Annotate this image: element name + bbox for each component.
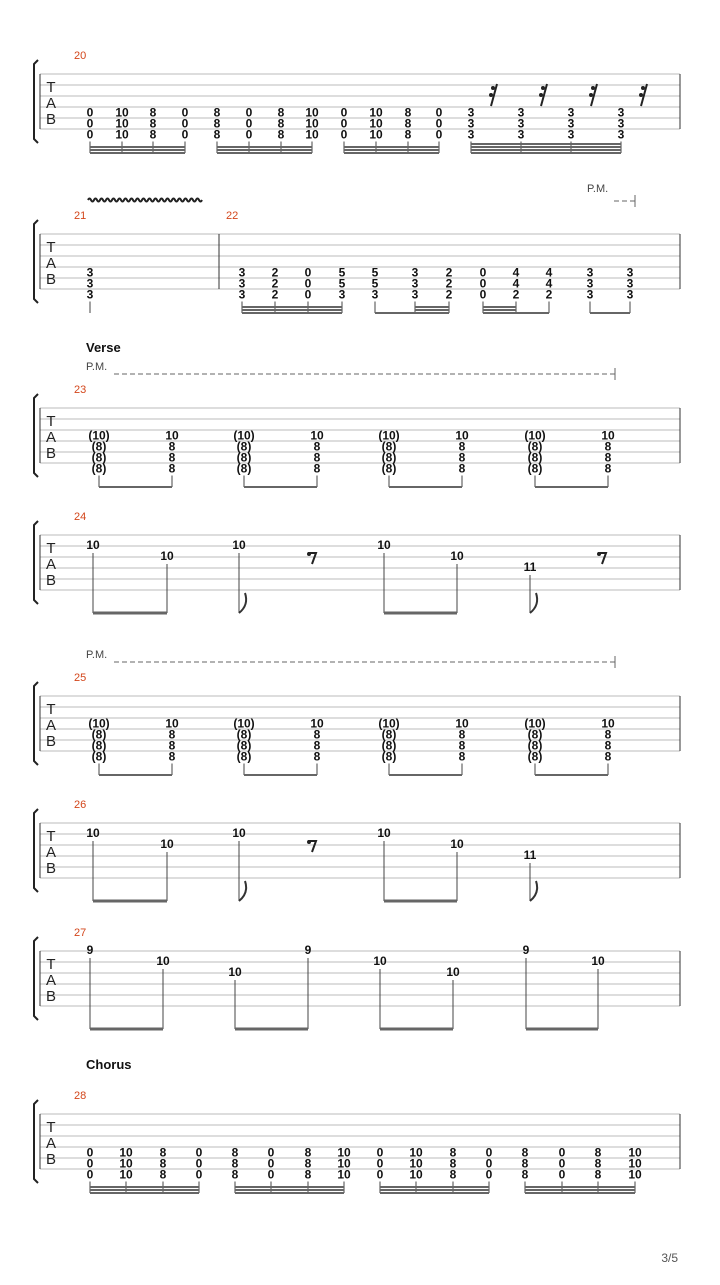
fret-number: 8 — [231, 1145, 239, 1160]
fret-number: 0 — [245, 105, 253, 120]
fret-number: 8 — [594, 1156, 602, 1171]
fret-number: 5 — [338, 276, 346, 291]
fret-number: 8 — [159, 1167, 167, 1182]
fret-number: 10 — [628, 1167, 642, 1182]
fret-number: 2 — [445, 287, 453, 302]
fret-number: 0 — [245, 127, 253, 142]
fret-number: 8 — [277, 127, 285, 142]
fret-number: 10 — [337, 1156, 351, 1171]
fret-number: 3 — [238, 287, 246, 302]
fret-number: 3 — [467, 116, 475, 131]
fret-number: (8) — [91, 738, 107, 753]
sixteenth-rest-dot — [539, 93, 543, 97]
fret-number: (8) — [91, 749, 107, 764]
fret-number: 3 — [86, 276, 94, 291]
fret-number: 0 — [245, 116, 253, 131]
fret-number: 8 — [313, 738, 321, 753]
fret-number: 3 — [626, 287, 634, 302]
fret-number: 10 — [455, 428, 469, 443]
fret-number: 0 — [435, 116, 443, 131]
fret-number: (8) — [381, 727, 397, 742]
staff-bracket — [34, 682, 38, 765]
text-layer — [46, 50, 642, 1182]
fret-number: 3 — [86, 287, 94, 302]
fret-number: 10 — [377, 826, 391, 840]
fret-number: 2 — [271, 287, 279, 302]
fret-number: (8) — [381, 749, 397, 764]
fret-number: (8) — [381, 461, 397, 476]
fret-number: 10 — [369, 105, 383, 120]
fret-number: (10) — [88, 428, 110, 443]
fret-number: 8 — [149, 116, 157, 131]
fret-number: 8 — [277, 105, 285, 120]
fret-number: 9 — [86, 943, 94, 957]
tab-clef-letter: A — [45, 972, 57, 989]
measure-number: 26 — [74, 799, 87, 811]
fret-number: 3 — [238, 265, 246, 280]
fret-number: 8 — [277, 116, 285, 131]
fret-number: 10 — [377, 538, 391, 552]
fret-number: 0 — [376, 1145, 384, 1160]
fret-number: (10) — [233, 428, 255, 443]
tab-clef-letter: A — [45, 429, 57, 446]
palm-mute-label: P.M. — [86, 361, 108, 373]
fret-number: 10 — [369, 116, 383, 131]
fret-number: 0 — [558, 1156, 566, 1171]
fret-number: 3 — [567, 127, 575, 142]
fret-number: 5 — [371, 265, 379, 280]
fret-number: (8) — [527, 738, 543, 753]
fret-number: (8) — [381, 450, 397, 465]
fret-number: 0 — [267, 1167, 275, 1182]
fret-number: 8 — [604, 450, 612, 465]
fret-number: 8 — [594, 1145, 602, 1160]
eighth-flag — [239, 593, 246, 613]
tab-clef-letter: T — [46, 79, 56, 96]
fret-number: (8) — [381, 738, 397, 753]
sixteenth-rest-dot — [639, 93, 643, 97]
fret-number: 10 — [119, 1167, 133, 1182]
fret-number: (8) — [91, 461, 107, 476]
fret-number: 8 — [458, 461, 466, 476]
fret-number: 10 — [165, 428, 179, 443]
fret-number: 8 — [213, 127, 221, 142]
fret-number: 3 — [517, 116, 525, 131]
fret-number: 0 — [485, 1156, 493, 1171]
fret-number: 0 — [86, 1145, 94, 1160]
fret-number: 8 — [458, 749, 466, 764]
fret-number: 10 — [310, 428, 324, 443]
fret-number: 8 — [231, 1156, 239, 1171]
fret-number: 2 — [445, 265, 453, 280]
tab-clef-letter: T — [46, 701, 56, 718]
fret-number: 10 — [628, 1145, 642, 1160]
section-title: Verse — [86, 340, 121, 355]
fret-number: 0 — [195, 1156, 203, 1171]
fret-number: 10 — [115, 116, 129, 131]
fret-number: 10 — [119, 1145, 133, 1160]
fret-number: 8 — [604, 738, 612, 753]
fret-number: 8 — [304, 1145, 312, 1160]
fret-number: 3 — [567, 105, 575, 120]
fret-number: 9 — [304, 943, 312, 957]
fret-number: 0 — [181, 116, 189, 131]
fret-number: (8) — [236, 439, 252, 454]
fret-number: 8 — [458, 727, 466, 742]
staff-bracket — [34, 809, 38, 892]
fret-number: (10) — [233, 716, 255, 731]
fret-number: 8 — [594, 1167, 602, 1182]
eighth-rest-dot — [597, 552, 601, 556]
fret-number: 0 — [86, 105, 94, 120]
fret-number: (8) — [236, 749, 252, 764]
fret-number: 0 — [340, 127, 348, 142]
fret-number: 10 — [450, 837, 464, 851]
fret-number: 11 — [523, 560, 537, 574]
tab-clef-letter: B — [45, 271, 57, 288]
fret-number: 3 — [467, 105, 475, 120]
fret-number: 0 — [485, 1167, 493, 1182]
fret-number: 10 — [305, 105, 319, 120]
fret-number: (8) — [236, 727, 252, 742]
fret-number: 8 — [168, 461, 176, 476]
fret-number: 10 — [115, 127, 129, 142]
fret-number: 2 — [271, 276, 279, 291]
tab-clef-letter: B — [45, 111, 57, 128]
fret-number: 3 — [86, 265, 94, 280]
fret-number: 10 — [455, 716, 469, 731]
fret-number: 8 — [604, 727, 612, 742]
fret-number: (10) — [88, 716, 110, 731]
fret-number: 8 — [168, 727, 176, 742]
fret-number: 8 — [149, 105, 157, 120]
fret-number: 3 — [411, 265, 419, 280]
fret-number: 0 — [267, 1145, 275, 1160]
tab-clef-letter: A — [45, 255, 57, 272]
fret-number: 3 — [238, 276, 246, 291]
fret-number: 8 — [449, 1145, 457, 1160]
fret-number: 8 — [149, 127, 157, 142]
fret-number: 0 — [485, 1145, 493, 1160]
fret-number: 3 — [586, 265, 594, 280]
fret-number: 0 — [195, 1167, 203, 1182]
fret-number: 3 — [467, 127, 475, 142]
fret-number: 10 — [628, 1156, 642, 1171]
vibrato-mark — [88, 199, 202, 202]
tab-clef-letter: A — [45, 95, 57, 112]
fret-number: 0 — [479, 265, 487, 280]
fret-number: 10 — [409, 1167, 423, 1182]
fret-number: (8) — [527, 727, 543, 742]
measure-number: 23 — [74, 384, 87, 396]
fret-number: 5 — [338, 265, 346, 280]
measure-number: 25 — [74, 672, 87, 684]
staff-bracket — [34, 1100, 38, 1183]
fret-number: 8 — [404, 105, 412, 120]
fret-number: 0 — [479, 276, 487, 291]
fret-number: 10 — [232, 538, 246, 552]
fret-number: (8) — [527, 461, 543, 476]
fret-number: (10) — [524, 428, 546, 443]
fret-number: 8 — [313, 727, 321, 742]
tab-clef-letter: T — [46, 239, 56, 256]
fret-number: 8 — [304, 1156, 312, 1171]
fret-number: 3 — [586, 276, 594, 291]
tab-clef-letter: T — [46, 956, 56, 973]
fret-number: 10 — [160, 549, 174, 563]
tab-clef-letter: A — [45, 1135, 57, 1152]
fret-number: (10) — [378, 428, 400, 443]
sixteenth-rest-dot — [541, 86, 545, 90]
fret-number: (8) — [236, 450, 252, 465]
fret-number: 2 — [545, 287, 553, 302]
fret-number: 0 — [304, 276, 312, 291]
sixteenth-rest-dot — [489, 93, 493, 97]
fret-number: 5 — [371, 276, 379, 291]
fret-number: 10 — [409, 1145, 423, 1160]
fret-number: 3 — [617, 127, 625, 142]
fret-number: 4 — [512, 276, 520, 291]
fret-number: (8) — [527, 439, 543, 454]
fret-number: 0 — [435, 105, 443, 120]
fret-number: 10 — [232, 826, 246, 840]
fret-number: 8 — [313, 461, 321, 476]
section-title: Chorus — [86, 1057, 132, 1072]
fret-number: 10 — [337, 1167, 351, 1182]
tab-clef-letter: A — [45, 844, 57, 861]
fret-number: 0 — [304, 265, 312, 280]
fret-number: (8) — [527, 450, 543, 465]
fret-number: 4 — [512, 265, 520, 280]
staff-bracket — [34, 394, 38, 477]
palm-mute-label: P.M. — [587, 183, 609, 195]
measure-number: 22 — [226, 210, 239, 222]
fret-number: 3 — [411, 287, 419, 302]
fret-number: 2 — [271, 265, 279, 280]
fret-number: 2 — [512, 287, 520, 302]
fret-number: 10 — [305, 116, 319, 131]
measure-number: 28 — [74, 1090, 87, 1102]
fret-number: (8) — [91, 450, 107, 465]
sixteenth-rest-dot — [589, 93, 593, 97]
fret-number: 10 — [86, 826, 100, 840]
fret-number: 8 — [458, 450, 466, 465]
fret-number: 8 — [213, 105, 221, 120]
fret-number: 8 — [604, 461, 612, 476]
fret-number: 0 — [195, 1145, 203, 1160]
fret-number: (8) — [236, 738, 252, 753]
fret-number: 4 — [545, 276, 553, 291]
fret-number: 8 — [404, 127, 412, 142]
fret-number: 10 — [450, 549, 464, 563]
fret-number: 0 — [340, 105, 348, 120]
fret-number: 8 — [521, 1167, 529, 1182]
fret-number: 0 — [181, 127, 189, 142]
fret-number: 8 — [168, 738, 176, 753]
fret-number: 3 — [617, 105, 625, 120]
fret-number: (8) — [91, 727, 107, 742]
fret-number: 8 — [168, 749, 176, 764]
fret-number: 0 — [558, 1145, 566, 1160]
tab-clef-letter: B — [45, 988, 57, 1005]
eighth-flag — [530, 593, 537, 613]
fret-number: 8 — [458, 439, 466, 454]
sixteenth-rest-dot — [591, 86, 595, 90]
fret-number: 10 — [601, 716, 615, 731]
fret-number: (8) — [381, 439, 397, 454]
fret-number: 8 — [159, 1145, 167, 1160]
fret-number: 10 — [115, 105, 129, 120]
fret-number: 10 — [228, 965, 242, 979]
measure-number: 20 — [74, 50, 87, 62]
fret-number: 9 — [522, 943, 530, 957]
fret-number: 3 — [626, 276, 634, 291]
fret-number: 8 — [449, 1167, 457, 1182]
sixteenth-rest-dot — [491, 86, 495, 90]
fret-number: 0 — [181, 105, 189, 120]
fret-number: 10 — [305, 127, 319, 142]
stems-layer — [88, 84, 720, 1193]
fret-number: 8 — [168, 439, 176, 454]
fret-number: 8 — [159, 1156, 167, 1171]
fret-number: 0 — [86, 116, 94, 131]
palm-mute-label: P.M. — [86, 649, 108, 661]
fret-number: 8 — [521, 1145, 529, 1160]
fret-number: 3 — [517, 127, 525, 142]
measure-number: 27 — [74, 927, 87, 939]
fret-number: 0 — [558, 1167, 566, 1182]
staff-bracket — [34, 937, 38, 1020]
fret-number: 10 — [310, 716, 324, 731]
fret-number: 8 — [449, 1156, 457, 1171]
fret-number: 10 — [119, 1156, 133, 1171]
fret-number: 3 — [626, 265, 634, 280]
tab-clef-letter: A — [45, 717, 57, 734]
tab-clef-letter: T — [46, 413, 56, 430]
eighth-flag — [239, 881, 246, 901]
fret-number: 10 — [446, 965, 460, 979]
fret-number: 8 — [604, 749, 612, 764]
fret-number: 8 — [521, 1156, 529, 1171]
fret-number: 3 — [586, 287, 594, 302]
fret-number: 10 — [409, 1156, 423, 1171]
eighth-rest-dot — [307, 552, 311, 556]
fret-number: 3 — [338, 287, 346, 302]
fret-number: 0 — [267, 1156, 275, 1171]
fret-number: 10 — [165, 716, 179, 731]
measure-number: 24 — [74, 511, 87, 523]
tab-clef-letter: B — [45, 1151, 57, 1168]
fret-number: 8 — [231, 1167, 239, 1182]
tab-clef-letter: B — [45, 572, 57, 589]
staff-bracket — [34, 60, 38, 143]
fret-number: 0 — [376, 1167, 384, 1182]
measure-number: 21 — [74, 210, 87, 222]
fret-number: 0 — [86, 1156, 94, 1171]
fret-number: 3 — [517, 105, 525, 120]
fret-number: (8) — [236, 461, 252, 476]
staff-lines-layer — [34, 60, 680, 1183]
sixteenth-rest-dot — [641, 86, 645, 90]
fret-number: 10 — [86, 538, 100, 552]
tab-clef-letter: B — [45, 860, 57, 877]
tab-clef-letter: B — [45, 733, 57, 750]
fret-number: 8 — [604, 439, 612, 454]
fret-number: 0 — [435, 127, 443, 142]
fret-number: 8 — [168, 450, 176, 465]
fret-number: 10 — [591, 954, 605, 968]
fret-number: (8) — [527, 749, 543, 764]
fret-number: 10 — [601, 428, 615, 443]
fret-number: 0 — [86, 1167, 94, 1182]
fret-number: 8 — [304, 1167, 312, 1182]
fret-number: 0 — [86, 127, 94, 142]
tab-clef-letter: T — [46, 540, 56, 557]
fret-number: 8 — [213, 116, 221, 131]
fret-number: 0 — [304, 287, 312, 302]
fret-number: 2 — [445, 276, 453, 291]
fret-number: 10 — [337, 1145, 351, 1160]
fret-number: 8 — [313, 749, 321, 764]
eighth-flag — [530, 881, 537, 901]
page-number: 3/5 — [661, 1251, 678, 1265]
fret-number: 3 — [371, 287, 379, 302]
fret-number: 8 — [458, 738, 466, 753]
tab-clef-letter: B — [45, 445, 57, 462]
tab-clef-letter: T — [46, 828, 56, 845]
staff-bracket — [34, 220, 38, 303]
fret-number: 8 — [404, 116, 412, 131]
fret-number: 3 — [411, 276, 419, 291]
fret-number: 8 — [313, 439, 321, 454]
fret-number: 10 — [156, 954, 170, 968]
fret-number: (8) — [91, 439, 107, 454]
fret-number: 3 — [617, 116, 625, 131]
fret-number: 4 — [545, 265, 553, 280]
fret-number: 3 — [567, 116, 575, 131]
tab-clef-letter: T — [46, 1119, 56, 1136]
fret-number: 11 — [523, 848, 537, 862]
fret-number: 0 — [340, 116, 348, 131]
tab-clef-letter: A — [45, 556, 57, 573]
fret-number: 0 — [376, 1156, 384, 1171]
eighth-rest-dot — [307, 840, 311, 844]
fret-number: 0 — [479, 287, 487, 302]
fret-number: 10 — [373, 954, 387, 968]
fret-number: 10 — [369, 127, 383, 142]
fret-number: 10 — [160, 837, 174, 851]
staff-bracket — [34, 521, 38, 604]
fret-number: (10) — [524, 716, 546, 731]
fret-number: (10) — [378, 716, 400, 731]
fret-number: 8 — [313, 450, 321, 465]
